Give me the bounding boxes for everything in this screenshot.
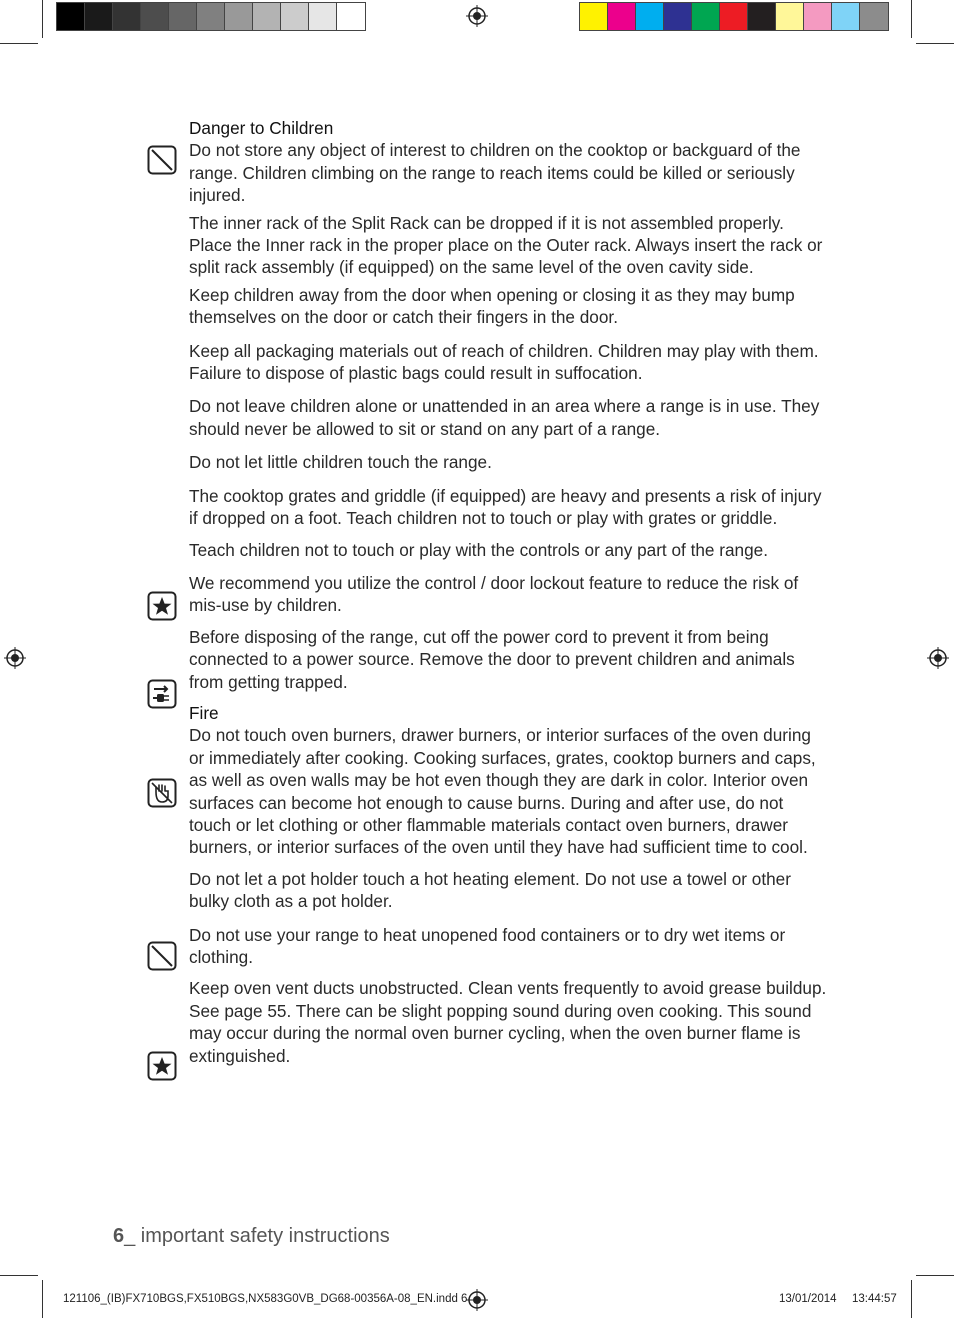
crop-mark: [916, 43, 954, 44]
prohibited-icon: [147, 145, 177, 175]
color-swatch: [636, 3, 664, 30]
paragraph: Keep oven vent ducts unobstructed. Clean vents frequently to avoid grease buildup. See page 55. There can be slight popping sound during oven cooking. This sound may occur during the normal oven burner cycling, when the oven burner flame is extinguished.: [189, 978, 827, 1066]
color-swatch: [748, 3, 776, 30]
registration-mark-icon: [466, 1289, 488, 1311]
section-heading: Fire: [189, 702, 219, 723]
registration-mark-icon: [466, 5, 488, 27]
crop-mark: [911, 0, 912, 38]
unplug-icon: [147, 679, 177, 709]
gray-swatch: [337, 3, 365, 30]
slug-date: 13/01/2014: [779, 1293, 837, 1305]
gray-swatch: [57, 3, 85, 30]
paragraph: Keep all packaging materials out of reach of children. Children may play with them. Failure to dispose of plastic bags could result in suffocation.: [189, 340, 819, 384]
important-star-icon: [147, 1051, 177, 1081]
slug-time: 13:44:57: [852, 1293, 897, 1305]
crop-mark: [911, 1280, 912, 1318]
gray-swatch-bar: [56, 2, 366, 31]
crop-mark: [42, 0, 43, 38]
paragraph: Do not touch oven burners, drawer burners, or interior surfaces of the oven during or immediately after cooking. Cooking surfaces, grates, cooktop burners and caps, as well as oven walls may be hot even though they are dark in color. Interior oven surfaces can become hot enough to cause burns. During and after use, do not touch or let clothing or other flammable materials contact oven burners, drawer burners, or interior surfaces of the oven until they have had sufficient time to cool.: [189, 725, 816, 858]
page-footer: [113, 1225, 390, 1248]
hot-hand-icon: [147, 778, 177, 808]
gray-swatch: [113, 3, 141, 30]
gray-swatch: [281, 3, 309, 30]
registration-mark-icon: [4, 647, 26, 669]
color-swatch: [720, 3, 748, 30]
crop-mark: [0, 1275, 38, 1276]
paragraph: Do not use your range to heat unopened food containers or to dry wet items or clothing.: [189, 924, 786, 967]
gray-swatch: [225, 3, 253, 30]
color-swatch: [580, 3, 608, 30]
paragraph: Before disposing of the range, cut off the power cord to prevent it from being connected to a power source. Remove the door to prevent children and animals from getting trapped.: [189, 626, 795, 692]
color-swatch: [804, 3, 832, 30]
paragraph: The cooktop grates and griddle (if equipped) are heavy and presents a risk of injury if dropped on a foot. Teach children not to touch or play with grates or griddle.: [189, 485, 822, 529]
important-star-icon: [147, 591, 177, 621]
color-swatch: [832, 3, 860, 30]
color-swatch: [860, 3, 888, 30]
gray-swatch: [85, 3, 113, 30]
paragraph: We recommend you utilize the control / door lockout feature to reduce the risk of mis-use by children.: [189, 572, 799, 616]
footer-section-title: _ important safety instructions: [124, 1225, 390, 1247]
slug-filename: 121106_(IB)FX710BGS,FX510BGS,NX583G0VB_DG68-00356A-08_EN.indd 6: [63, 1293, 468, 1305]
safety-content: [189, 117, 829, 1067]
paragraph: Do not store any object of interest to children on the cooktop or backguard of the range. Children climbing on the range to reach items could be killed or seriously injured.: [189, 140, 801, 206]
gray-swatch: [253, 3, 281, 30]
gray-swatch: [309, 3, 337, 30]
crop-mark: [42, 1280, 43, 1318]
paragraph: Keep children away from the door when opening or closing it as they may bump themselves on the door or catch their fingers in the door.: [189, 284, 795, 328]
paragraph: The inner rack of the Split Rack can be dropped if it is not assembled properly. Place the Inner rack in the proper place on the Outer rack. Always insert the rack or split rack assembly (if equipped) on the same level of the oven cavity side.: [189, 212, 823, 278]
crop-mark: [0, 43, 38, 44]
page-number: 6: [113, 1225, 125, 1247]
gray-swatch: [197, 3, 225, 30]
color-swatch: [608, 3, 636, 30]
section-heading: Danger to Children: [189, 118, 334, 138]
paragraph: Teach children not to touch or play with the controls or any part of the range.: [189, 539, 768, 560]
paragraph: Do not leave children alone or unattended in an area where a range is in use. They should never be allowed to sit or stand on any part of a range.: [189, 396, 820, 439]
color-swatch: [664, 3, 692, 30]
gray-swatch: [141, 3, 169, 30]
color-swatch: [776, 3, 804, 30]
color-swatch-bar: [579, 2, 889, 31]
prohibited-icon: [147, 941, 177, 971]
crop-mark: [916, 1275, 954, 1276]
color-swatch: [692, 3, 720, 30]
registration-mark-icon: [927, 647, 949, 669]
paragraph: Do not let a pot holder touch a hot heating element. Do not use a towel or other bulky cloth as a pot holder.: [189, 868, 791, 912]
gray-swatch: [169, 3, 197, 30]
paragraph: Do not let little children touch the range.: [189, 452, 492, 473]
